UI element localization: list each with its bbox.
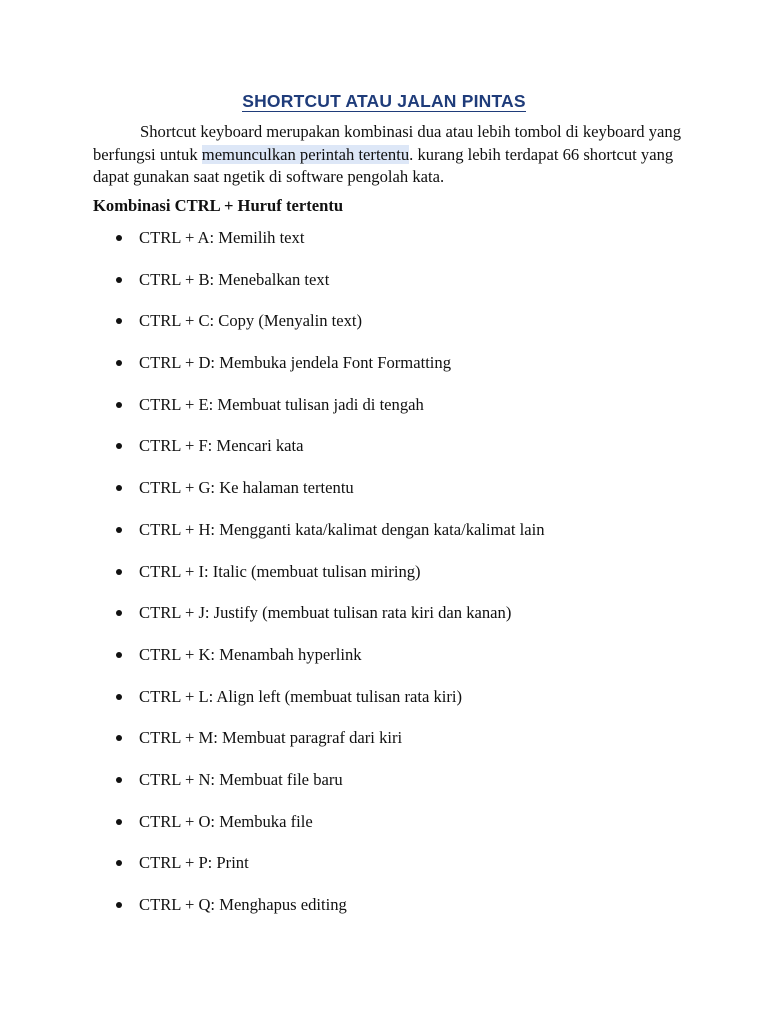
list-item	[0, 518, 768, 560]
list-item-text: CTRL + O: Membuka file	[139, 811, 313, 831]
list-item-text: CTRL + F: Mencari kata	[139, 436, 304, 456]
list-item	[0, 560, 768, 602]
intro-highlighted-text: memunculkan perintah tertentu	[201, 144, 410, 164]
bullet-icon	[116, 735, 122, 741]
list-item	[0, 309, 768, 351]
list-item-text: CTRL + P: Print	[139, 853, 249, 873]
list-item-text: CTRL + A: Memilih text	[139, 228, 305, 247]
list-item	[0, 393, 768, 435]
bullet-icon	[116, 902, 122, 908]
bullet-icon	[116, 443, 122, 449]
bullet-icon	[116, 610, 122, 616]
bullet-icon	[116, 527, 122, 533]
list-item-text: CTRL + D: Membuka jendela Font Formatting	[139, 353, 452, 373]
bullet-icon	[116, 860, 122, 866]
bullet-icon	[116, 652, 122, 658]
list-item-text: CTRL + M: Membuat paragraf dari kiri	[139, 728, 403, 748]
list-item-text: CTRL + I: Italic (membuat tulisan miring)	[139, 561, 421, 581]
list-item-text: CTRL + L: Align left (membuat tulisan rata kiri)	[139, 686, 463, 706]
list-item-text: CTRL + Q: Menghapus editing	[139, 895, 347, 914]
list-item-text: CTRL + E: Membuat tulisan jadi di tengah	[139, 394, 424, 414]
list-item-text: CTRL + H: Mengganti kata/kalimat dengan kata/kalimat lain	[139, 519, 545, 539]
list-item	[0, 726, 768, 768]
list-item	[0, 351, 768, 393]
intro-paragraph	[93, 121, 683, 189]
bullet-icon	[116, 485, 122, 491]
bullet-icon	[116, 402, 122, 408]
list-item	[0, 226, 768, 268]
list-item-text: CTRL + N: Membuat file baru	[139, 769, 343, 789]
intro-text-part1: Shortcut keyboard merupakan kombinasi dua atau lebih tombol di keyboard yang berfungsi untuk	[93, 122, 682, 164]
shortcut-list	[0, 226, 768, 935]
page-title	[0, 90, 768, 112]
list-item	[0, 601, 768, 643]
bullet-icon	[116, 569, 122, 575]
list-item	[0, 851, 768, 893]
bullet-icon	[116, 277, 122, 283]
list-item	[0, 685, 768, 727]
bullet-icon	[116, 360, 122, 366]
list-item	[0, 643, 768, 685]
list-item-text: CTRL + G: Ke halaman tertentu	[139, 478, 354, 498]
bullet-icon	[116, 318, 122, 324]
list-item	[0, 434, 768, 476]
bullet-icon	[116, 819, 122, 825]
list-item	[0, 810, 768, 852]
list-item	[0, 268, 768, 310]
intro-text-part2: . kurang lebih terdapat 66 shortcut yang dapat gunakan saat ngetik di software pengolah kata.	[93, 144, 674, 186]
list-item-text: CTRL + J: Justify (membuat tulisan rata kiri dan kanan)	[139, 603, 512, 623]
list-item-text: CTRL + B: Menebalkan text	[139, 269, 330, 289]
page-title-text: SHORTCUT ATAU JALAN PINTAS	[242, 91, 526, 111]
list-item	[0, 476, 768, 518]
list-item	[0, 893, 768, 935]
bullet-icon	[116, 235, 122, 241]
bullet-icon	[116, 777, 122, 783]
section-subheading: Kombinasi CTRL + Huruf tertentu	[93, 196, 344, 215]
list-item	[0, 768, 768, 810]
list-item-text: CTRL + K: Menambah hyperlink	[139, 644, 362, 664]
list-item-text: CTRL + C: Copy (Menyalin text)	[139, 311, 363, 331]
bullet-icon	[116, 694, 122, 700]
